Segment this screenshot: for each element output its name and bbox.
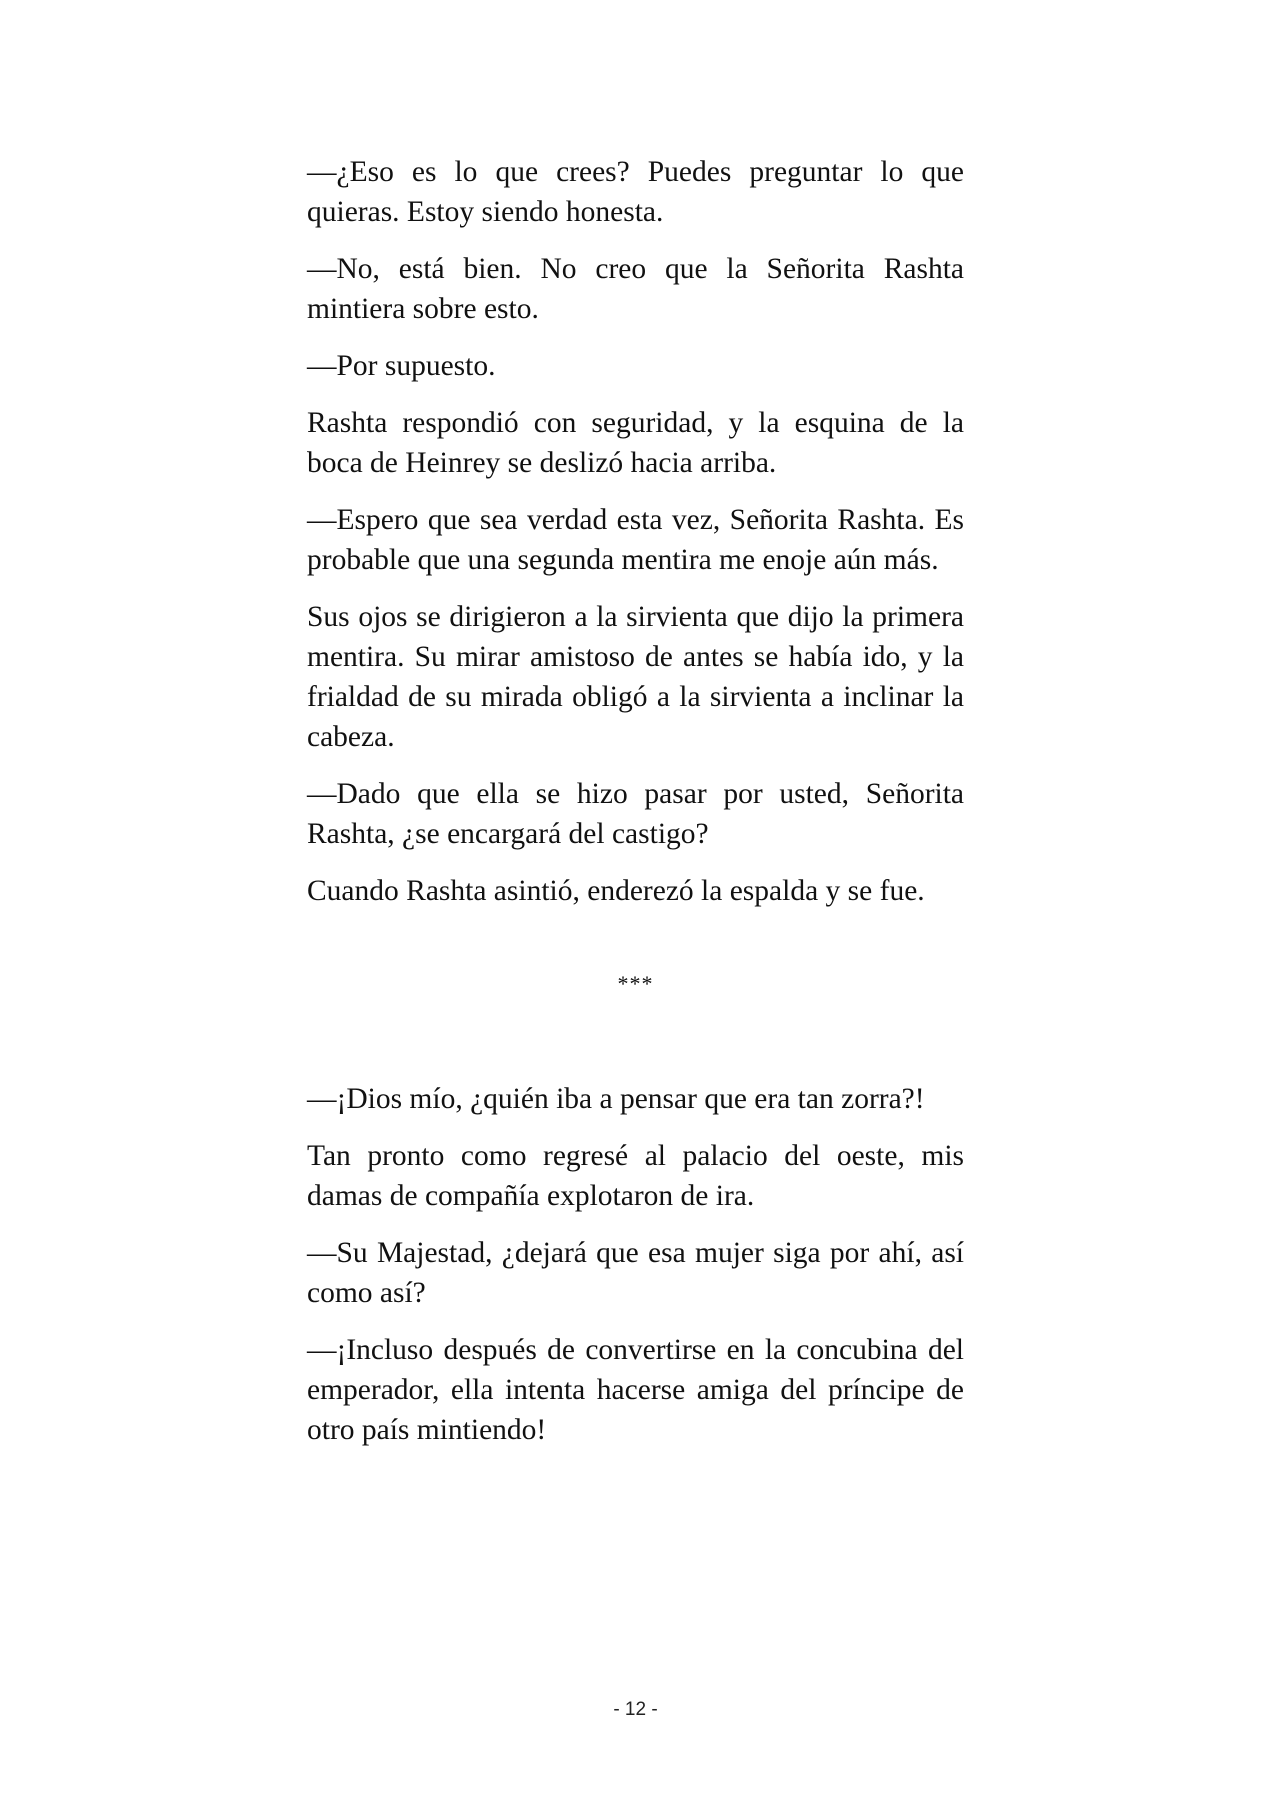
paragraph: Rashta respondió con seguridad, y la esquina de la boca de Heinrey se deslizó hacia arriba. bbox=[307, 407, 964, 479]
page-number: - 12 - bbox=[613, 1699, 658, 1720]
paragraph: —Su Majestad, ¿dejará que esa mujer siga por ahí, así como así? bbox=[307, 1237, 964, 1309]
body-text bbox=[307, 152, 964, 1467]
paragraph: —¡Dios mío, ¿quién iba a pensar que era tan zorra?! bbox=[307, 1083, 925, 1115]
paragraph: Sus ojos se dirigieron a la sirvienta que dijo la primera mentira. Su mirar amistoso de antes se había ido, y la frialdad de su mirada obligó a la sirvienta a inclinar la cabeza. bbox=[307, 601, 964, 753]
paragraph: —Por supuesto. bbox=[307, 350, 496, 382]
paragraph: —No, está bien. No creo que la Señorita Rashta mintiera sobre esto. bbox=[307, 253, 964, 325]
paragraph: —¡Incluso después de convertirse en la concubina del emperador, ella intenta hacerse amiga del príncipe de otro país mintiendo! bbox=[307, 1334, 964, 1446]
paragraph: —Dado que ella se hizo pasar por usted, Señorita Rashta, ¿se encargará del castigo? bbox=[307, 778, 964, 850]
paragraph: —Espero que sea verdad esta vez, Señorita Rashta. Es probable que una segunda mentira me enoje aún más. bbox=[307, 504, 964, 576]
paragraph: —¿Eso es lo que crees? Puedes preguntar lo que quieras. Estoy siendo honesta. bbox=[307, 156, 964, 228]
scene-separator: *** bbox=[617, 971, 654, 996]
paragraph: Cuando Rashta asintió, enderezó la espalda y se fue. bbox=[307, 875, 925, 907]
paragraph: Tan pronto como regresé al palacio del oeste, mis damas de compañía explotaron de ira. bbox=[307, 1140, 964, 1212]
